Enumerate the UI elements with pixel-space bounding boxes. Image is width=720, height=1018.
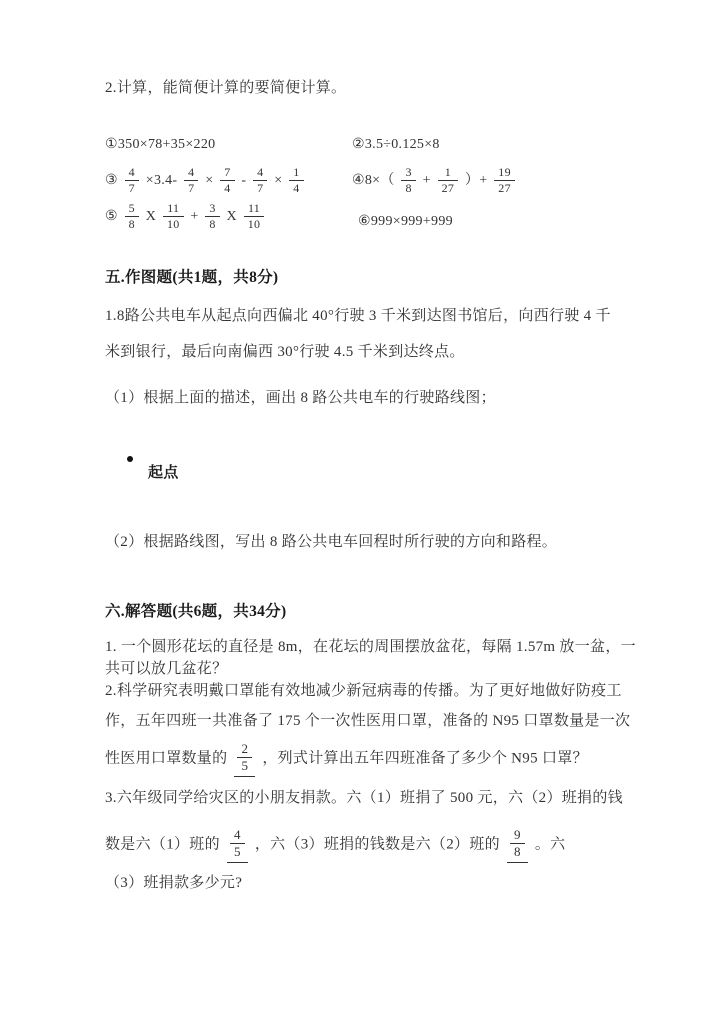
text-run: ⑤	[105, 208, 122, 224]
text-run: +	[186, 208, 203, 224]
text-run: X	[141, 208, 160, 224]
fraction-denominator: 27	[498, 181, 511, 196]
fraction-denominator: 8	[128, 217, 135, 232]
fraction-denominator: 5	[233, 844, 241, 860]
text-run: ×	[201, 172, 218, 188]
fraction-denominator: 8	[405, 181, 412, 196]
section5-sub-question-2: （2）根据路线图，写出 8 路公共电车回程时所行驶的方向和路程。	[105, 534, 558, 550]
text-run: 。六	[530, 836, 566, 853]
fraction-numerator: 11	[163, 202, 184, 217]
fraction-numerator: 19	[494, 166, 515, 181]
section6-q3-line2	[105, 828, 565, 863]
section6-q3-line1: 3.六年级同学给灾区的小朋友捐款。六（1）班捐了 500 元，六（2）班捐的钱	[105, 790, 623, 806]
fraction	[244, 202, 265, 231]
fraction	[184, 166, 198, 195]
calc-problem-2: ②3.5÷0.125×8	[352, 137, 440, 152]
start-point-label: 起点	[148, 465, 179, 481]
section6-q3-line3: （3）班捐款多少元?	[105, 875, 243, 891]
section6-q1-line2: 共可以放几盆花？	[105, 661, 228, 677]
fraction	[289, 166, 303, 195]
calc-problem-1: ①350×78+35×220	[105, 137, 216, 152]
fraction-denominator: 10	[166, 217, 180, 232]
fraction-denominator: 10	[247, 217, 261, 232]
fraction	[234, 742, 255, 777]
section6-q1-line1: 1. 一个圆形花坛的直径是 8m，在花坛的周围摆放盆花，每隔 1.57m 放一盆，一	[105, 639, 636, 655]
fraction-numerator: 2	[237, 742, 252, 758]
text-run: ④8×（	[352, 172, 399, 188]
text-run: X	[222, 208, 241, 224]
section5-q1-line2: 米到银行，最后向南偏西 30°行驶 4.5 千米到达终点。	[105, 344, 465, 360]
calc-problem-4	[352, 166, 518, 195]
text-run: 性医用口罩数量的	[105, 750, 232, 767]
text-run: ，六（3）班捐的钱数是六（2）班的	[250, 836, 504, 853]
section6-heading: 六.解答题(共6题，共34分)	[105, 603, 287, 620]
fraction-denominator: 4	[224, 181, 231, 196]
fraction	[438, 166, 459, 195]
fraction-numerator: 3	[401, 166, 415, 181]
text-run: ×	[270, 172, 287, 188]
fraction-denominator: 27	[441, 181, 455, 196]
fraction-numerator: 1	[438, 166, 459, 181]
section5-q1-line1: 1.8路公共电车从起点向西偏北 40°行驶 3 千米到达图书馆后，向西行驶 4 千	[105, 308, 611, 324]
fraction-denominator: 4	[293, 181, 300, 196]
section6-q2-line2: 作，五年四班一共准备了 175 个一次性医用口罩，准备的 N95 口罩数量是一次	[105, 713, 631, 729]
fraction	[494, 166, 515, 195]
text-run: ，列式计算出五年四班准备了多少个 N95 口罩？	[258, 750, 588, 767]
fraction-numerator: 4	[184, 166, 198, 181]
fraction-denominator: 8	[513, 844, 521, 860]
fraction	[205, 202, 219, 231]
text-run: ③	[105, 172, 122, 188]
calc-problem-3	[105, 166, 307, 195]
fraction-numerator: 4	[125, 166, 139, 181]
section6-q2-line1: 2.科学研究表明戴口罩能有效地减少新冠病毒的传播。为了更好地做好防疫工	[105, 683, 622, 699]
text-run: 数是六（1）班的	[105, 836, 224, 853]
text-run: -	[237, 172, 251, 188]
calc-section-intro: 2.计算，能简便计算的要简便计算。	[105, 80, 347, 96]
section5-sub-question-1: （1）根据上面的描述，画出 8 路公共电车的行驶路线图；	[105, 390, 496, 406]
fraction	[125, 166, 139, 195]
text-run: +	[418, 172, 435, 188]
fraction-numerator: 9	[510, 828, 525, 844]
fraction	[507, 828, 528, 863]
fraction	[125, 202, 139, 231]
fraction-denominator: 7	[257, 181, 264, 196]
calc-problem-5	[105, 202, 267, 231]
fraction-numerator: 7	[220, 166, 234, 181]
fraction	[227, 828, 248, 863]
fraction-numerator: 5	[125, 202, 139, 217]
fraction-numerator: 4	[253, 166, 267, 181]
fraction-denominator: 8	[209, 217, 216, 232]
fraction-numerator: 4	[230, 828, 245, 844]
fraction	[220, 166, 234, 195]
text-run: ×3.4-	[141, 172, 182, 188]
fraction	[163, 202, 184, 231]
fraction-denominator: 5	[241, 758, 249, 774]
fraction	[253, 166, 267, 195]
section5-heading: 五.作图题(共1题，共8分)	[105, 269, 279, 286]
fraction-denominator: 7	[188, 181, 195, 196]
fraction-numerator: 1	[289, 166, 303, 181]
fraction-denominator: 7	[128, 181, 135, 196]
start-point-dot	[127, 456, 133, 462]
fraction	[401, 166, 415, 195]
fraction-numerator: 3	[205, 202, 219, 217]
fraction-numerator: 11	[244, 202, 265, 217]
calc-problem-6: ⑥999×999+999	[358, 214, 453, 229]
text-run: ）+	[461, 172, 492, 188]
section6-q2-line3	[105, 742, 588, 777]
